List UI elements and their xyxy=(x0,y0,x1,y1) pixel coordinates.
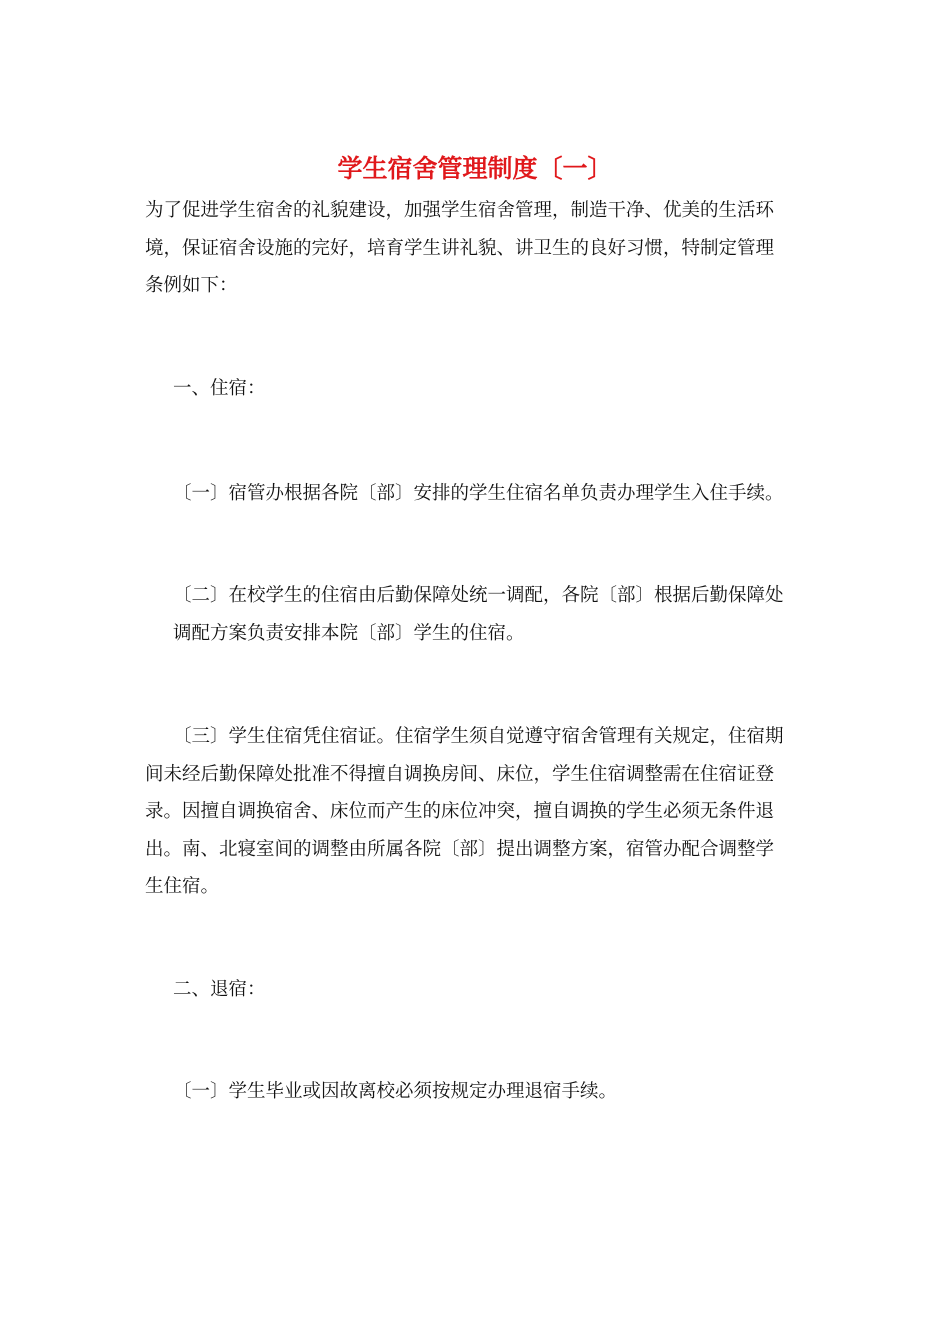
clause-line: 出。南、北寝室间的调整由所属各院〔部〕提出调整方案，宿管办配合调整学 xyxy=(145,838,775,860)
accommodation-clause-2 xyxy=(145,577,810,652)
clause-line: 〔一〕学生毕业或因故离校必须按规定办理退宿手续。 xyxy=(173,1081,618,1102)
clause-line: 调配方案负责安排本院〔部〕学生的住宿。 xyxy=(173,622,525,644)
section-heading-text: 一、住宿： xyxy=(173,378,266,399)
clause-line: 间未经后勤保障处批准不得擅自调换房间、床位，学生住宿调整需在住宿证登 xyxy=(145,763,775,785)
intro-line: 为了促进学生宿舍的礼貌建设，加强学生宿舍管理，制造干净、优美的生活环 xyxy=(145,200,775,221)
document-title: 学生宿舍管理制度〔一〕 xyxy=(337,154,613,183)
clause-line: 〔一〕宿管办根据各院〔部〕安排的学生住宿名单负责办理学生入住手续。 xyxy=(173,483,784,504)
checkout-clause-1 xyxy=(145,1073,810,1111)
section-heading-text: 二、退宿： xyxy=(173,979,266,1000)
intro-paragraph xyxy=(145,192,810,305)
clause-line: 生住宿。 xyxy=(145,876,220,897)
section-heading-accommodation xyxy=(145,370,810,408)
section-heading-checkout xyxy=(145,971,810,1009)
intro-line: 境，保证宿舍设施的完好，培育学生讲礼貌、讲卫生的良好习惯，特制定管理 xyxy=(145,237,775,259)
clause-line: 〔二〕在校学生的住宿由后勤保障处统一调配，各院〔部〕根据后勤保障处 xyxy=(173,585,784,606)
clause-line: 〔三〕学生住宿凭住宿证。住宿学生须自觉遵守宿舍管理有关规定，住宿期 xyxy=(173,726,784,747)
intro-line: 条例如下： xyxy=(145,275,238,296)
clause-line: 录。因擅自调换宿舍、床位而产生的床位冲突，擅自调换的学生必须无条件退 xyxy=(145,801,775,822)
accommodation-clause-3 xyxy=(145,718,810,906)
accommodation-clause-1 xyxy=(145,475,810,513)
